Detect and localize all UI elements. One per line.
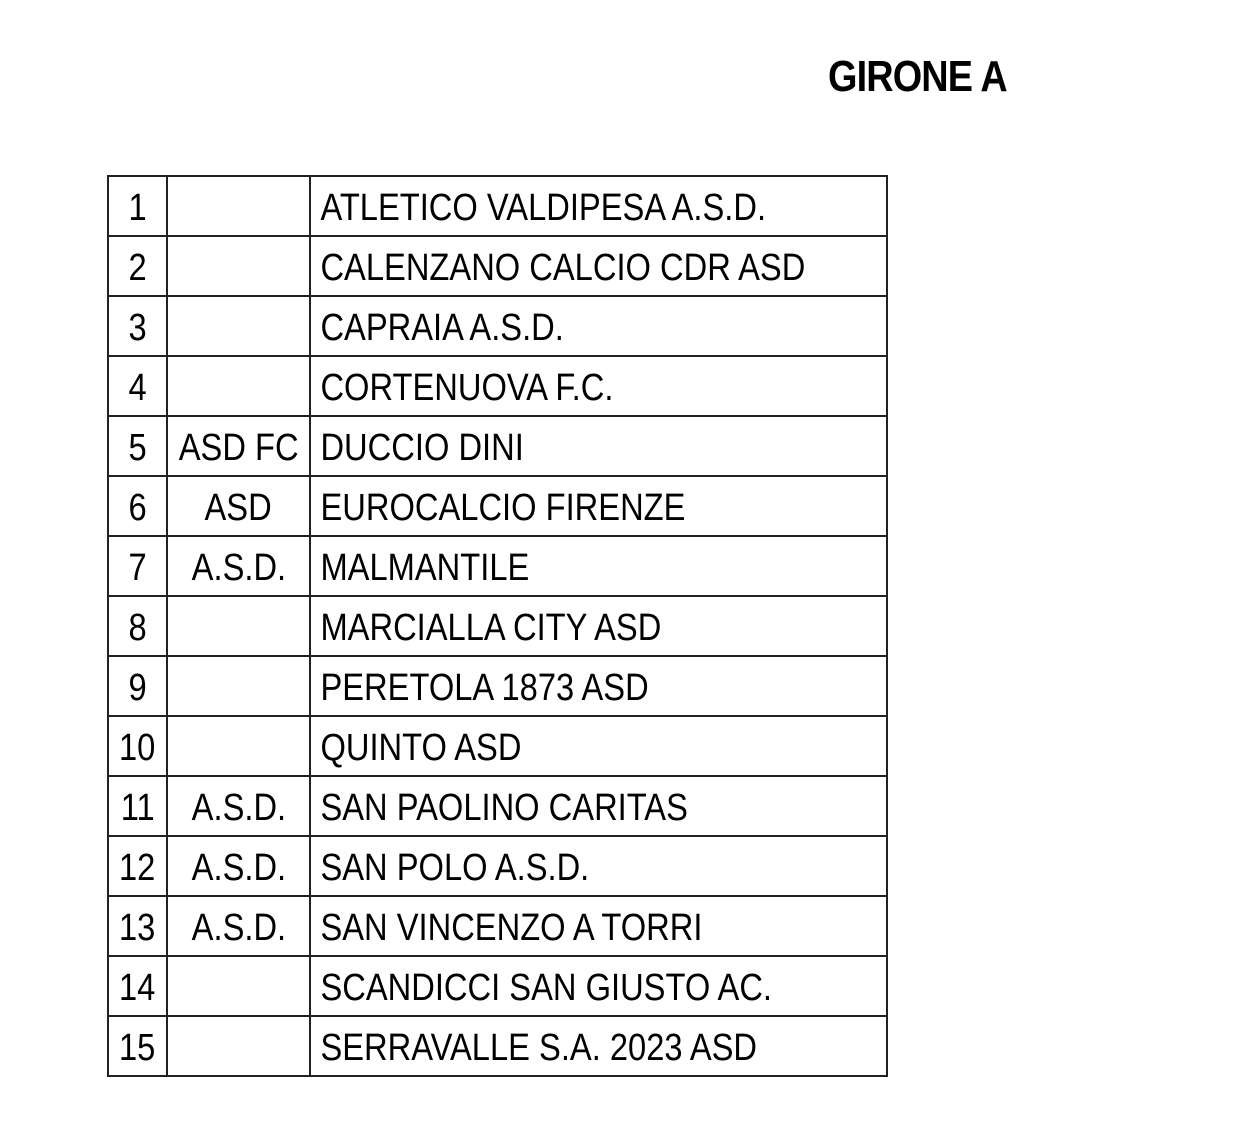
table-row [108,836,887,896]
team-number-cell [108,176,167,236]
teams-table [107,175,888,1077]
team-prefix-cell [167,476,310,536]
team-name-cell [310,956,887,1016]
table-row [108,776,887,836]
team-prefix-cell [167,956,310,1016]
team-prefix-cell [167,236,310,296]
team-number-cell [108,596,167,656]
team-number-text: 4 [128,367,147,409]
team-prefix-cell [167,356,310,416]
table-row [108,236,887,296]
teams-table-body [108,176,887,1076]
team-name-text: QUINTO ASD [320,727,522,769]
team-prefix-text: A.S.D. [191,787,286,829]
team-number-cell [108,956,167,1016]
team-number-text: 15 [119,1027,156,1069]
team-name-text: ATLETICO VALDIPESA A.S.D. [320,187,767,229]
team-prefix-cell [167,296,310,356]
team-name-text: SERRAVALLE S.A. 2023 ASD [320,1027,758,1069]
team-number-cell [108,896,167,956]
team-prefix-cell [167,1016,310,1076]
team-name-text: SAN PAOLINO CARITAS [320,787,688,829]
team-number-text: 7 [128,547,147,589]
team-name-cell [310,176,887,236]
team-number-text: 3 [128,307,147,349]
table-row [108,416,887,476]
team-prefix-text: A.S.D. [191,847,286,889]
team-number-text: 8 [128,607,147,649]
team-number-text: 1 [128,187,147,229]
team-name-cell [310,776,887,836]
team-name-text: SAN VINCENZO A TORRI [320,907,703,949]
team-name-text: SAN POLO A.S.D. [320,847,590,889]
table-row [108,536,887,596]
team-name-cell [310,476,887,536]
table-row [108,656,887,716]
team-prefix-cell [167,176,310,236]
team-name-text: CALENZANO CALCIO CDR ASD [320,247,806,289]
table-row [108,176,887,236]
team-name-cell [310,356,887,416]
team-name-cell [310,656,887,716]
team-number-text: 11 [120,787,155,829]
table-row [108,356,887,416]
team-number-cell [108,476,167,536]
table-row [108,716,887,776]
table-row [108,596,887,656]
team-name-text: DUCCIO DINI [320,427,524,469]
table-row [108,1016,887,1076]
team-prefix-cell [167,716,310,776]
team-number-cell [108,356,167,416]
team-name-text: CORTENUOVA F.C. [320,367,614,409]
team-name-cell [310,896,887,956]
team-number-text: 13 [119,907,156,949]
team-prefix-cell [167,416,310,476]
table-row [108,476,887,536]
team-name-cell [310,416,887,476]
team-prefix-text: A.S.D. [191,547,286,589]
team-number-cell [108,536,167,596]
team-prefix-text: A.S.D. [191,907,286,949]
team-number-text: 2 [128,247,147,289]
team-prefix-cell [167,896,310,956]
team-number-cell [108,236,167,296]
team-name-text: MALMANTILE [320,547,530,589]
page-title: GIRONE A [828,52,1007,101]
team-prefix-cell [167,656,310,716]
team-number-cell [108,716,167,776]
team-name-text: SCANDICCI SAN GIUSTO AC. [320,967,773,1009]
team-name-cell [310,836,887,896]
team-name-cell [310,536,887,596]
team-name-cell [310,1016,887,1076]
team-name-text: EUROCALCIO FIRENZE [320,487,686,529]
table-row [108,896,887,956]
team-name-cell [310,596,887,656]
team-number-text: 5 [128,427,147,469]
table-row [108,296,887,356]
team-number-text: 10 [119,727,156,769]
team-name-cell [310,236,887,296]
team-prefix-cell [167,776,310,836]
team-prefix-cell [167,596,310,656]
team-number-cell [108,1016,167,1076]
team-number-text: 9 [128,667,147,709]
team-number-cell [108,416,167,476]
team-number-cell [108,296,167,356]
team-prefix-text: ASD [204,487,273,529]
team-number-cell [108,776,167,836]
team-number-text: 14 [119,967,156,1009]
team-number-cell [108,656,167,716]
team-name-text: MARCIALLA CITY ASD [320,607,662,649]
team-number-text: 12 [119,847,156,889]
team-prefix-cell [167,836,310,896]
team-name-cell [310,296,887,356]
team-prefix-text: ASD FC [178,427,299,469]
team-prefix-cell [167,536,310,596]
team-name-text: CAPRAIA A.S.D. [320,307,564,349]
team-name-cell [310,716,887,776]
team-number-cell [108,836,167,896]
team-name-text: PERETOLA 1873 ASD [320,667,649,709]
team-number-text: 6 [128,487,147,529]
table-row [108,956,887,1016]
